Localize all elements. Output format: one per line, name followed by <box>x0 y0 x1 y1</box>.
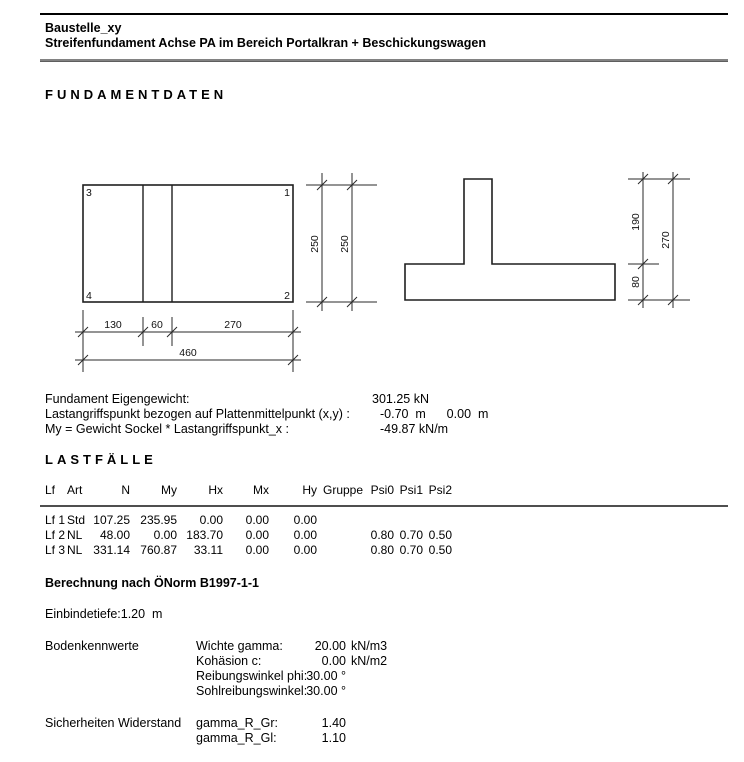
dimension-label: 270 <box>660 231 672 249</box>
dimension-label: 80 <box>630 276 642 288</box>
corner-label: 3 <box>86 187 92 199</box>
column-header: Art <box>67 483 83 497</box>
norm-note: Berechnung nach ÖNorm B1997-1-1 <box>45 576 259 590</box>
plan-bottom-dimensions <box>75 310 301 372</box>
parameter-line <box>196 669 387 684</box>
embedment-depth: Einbindetiefe:1.20 m <box>45 607 163 621</box>
table-cell: 0.00 <box>245 528 269 542</box>
table-cell: 183.70 <box>186 528 223 542</box>
table-cell: 0.00 <box>245 513 269 527</box>
plan-side-dimensions <box>306 173 377 311</box>
column-header: Hy <box>302 483 317 497</box>
table-cell: 760.87 <box>140 543 177 557</box>
safety-factors <box>196 716 346 746</box>
header-divider <box>40 59 728 62</box>
dimension-label: 460 <box>179 347 197 359</box>
parameter-label: Reibungswinkel phi: <box>196 669 308 683</box>
column-header: Psi1 <box>399 483 423 497</box>
section-heading-lastfaelle: LASTFÄLLE <box>45 452 157 467</box>
corner-label: 2 <box>284 290 290 302</box>
column-header: Lf <box>45 483 56 497</box>
self-weight-label: Fundament Eigengewicht: <box>45 392 190 406</box>
parameter-line <box>196 716 346 731</box>
table-cell: 0.00 <box>153 528 177 542</box>
dimension-label: 60 <box>151 319 163 331</box>
parameter-value: 30.00 ° <box>306 669 346 683</box>
my-moment-label: My = Gewicht Sockel * Lastangriffspunkt_x : <box>45 422 289 436</box>
table-row <box>45 528 465 543</box>
dimension-label: 270 <box>224 319 242 331</box>
dimension-label: 130 <box>104 319 122 331</box>
load-case-table <box>45 513 465 558</box>
section-dimensions <box>628 172 690 308</box>
table-cell: 0.80 <box>370 543 394 557</box>
table-header-row <box>45 483 465 498</box>
parameter-label: Sohlreibungswinkel: <box>196 684 308 698</box>
my-moment-value: -49.87 kN/m <box>380 422 449 436</box>
column-header: Hx <box>208 483 223 497</box>
column-header: My <box>161 483 177 497</box>
table-row <box>45 543 465 558</box>
table-cell: NL <box>67 528 83 542</box>
soil-parameters-title: Bodenkennwerte <box>45 639 139 653</box>
table-cell: 0.80 <box>370 528 394 542</box>
plan-corner-labels <box>86 187 290 302</box>
section-heading-fundamentdaten: FUNDAMENTDATEN <box>45 87 228 102</box>
dimension-label: 190 <box>630 213 642 231</box>
load-table-header <box>45 483 465 498</box>
table-cell: 33.11 <box>193 543 223 557</box>
parameter-line <box>196 639 387 654</box>
parameter-label: Kohäsion c: <box>196 654 262 668</box>
table-cell: Lf 2 <box>45 528 66 542</box>
table-cell: NL <box>67 543 83 557</box>
parameter-unit: kN/m2 <box>351 654 388 668</box>
table-cell: 235.95 <box>140 513 177 527</box>
column-header: Gruppe <box>323 483 364 497</box>
table-cell: 48.00 <box>99 528 130 542</box>
parameter-value: 0.00 <box>321 654 346 668</box>
table-cell: 0.70 <box>399 528 423 542</box>
table-cell: Lf 1 <box>45 513 66 527</box>
parameter-label: Wichte gamma: <box>196 639 283 653</box>
column-header: Psi2 <box>428 483 452 497</box>
parameter-value: 1.10 <box>321 731 346 745</box>
table-cell: 0.50 <box>428 543 452 557</box>
table-cell: Std <box>67 513 86 527</box>
table-divider <box>40 505 728 507</box>
table-cell: 0.70 <box>399 543 423 557</box>
plan-view <box>83 185 293 302</box>
table-cell: Lf 3 <box>45 543 66 557</box>
table-cell: 0.50 <box>428 528 452 542</box>
parameter-value: 20.00 <box>314 639 346 653</box>
corner-label: 1 <box>284 187 290 199</box>
parameter-value: 30.00 ° <box>306 684 346 698</box>
table-cell: 331.14 <box>93 543 130 557</box>
soil-parameters <box>196 639 387 699</box>
top-rule <box>40 13 728 15</box>
column-header: Mx <box>253 483 269 497</box>
table-row <box>45 513 465 528</box>
dimension-label: 250 <box>309 235 321 253</box>
column-header: N <box>121 483 130 497</box>
column-header: Psi0 <box>370 483 394 497</box>
safety-factors-title: Sicherheiten Widerstand <box>45 716 182 730</box>
table-cell: 0.00 <box>245 543 269 557</box>
table-cell: 0.00 <box>293 513 317 527</box>
parameter-label: gamma_R_Gl: <box>196 731 277 745</box>
table-cell: 0.00 <box>199 513 223 527</box>
table-cell: 107.25 <box>93 513 130 527</box>
parameter-unit: kN/m3 <box>351 639 388 653</box>
table-cell: 0.00 <box>293 543 317 557</box>
parameter-value: 1.40 <box>321 716 346 730</box>
parameter-line <box>196 654 387 669</box>
parameter-line <box>196 684 387 699</box>
dimension-label: 250 <box>339 235 351 253</box>
parameter-line <box>196 731 346 746</box>
load-point-label: Lastangriffspunkt bezogen auf Plattenmittelpunkt (x,y) : <box>45 407 350 421</box>
project-subtitle: Streifenfundament Achse PA im Bereich Portalkran + Beschickungswagen <box>45 36 486 50</box>
load-point-value: -0.70 m 0.00 m <box>380 407 489 421</box>
corner-label: 4 <box>86 290 92 302</box>
self-weight-value: 301.25 kN <box>372 392 429 406</box>
project-title: Baustelle_xy <box>45 21 122 35</box>
parameter-label: gamma_R_Gr: <box>196 716 278 730</box>
section-view <box>405 179 615 300</box>
table-cell: 0.00 <box>293 528 317 542</box>
